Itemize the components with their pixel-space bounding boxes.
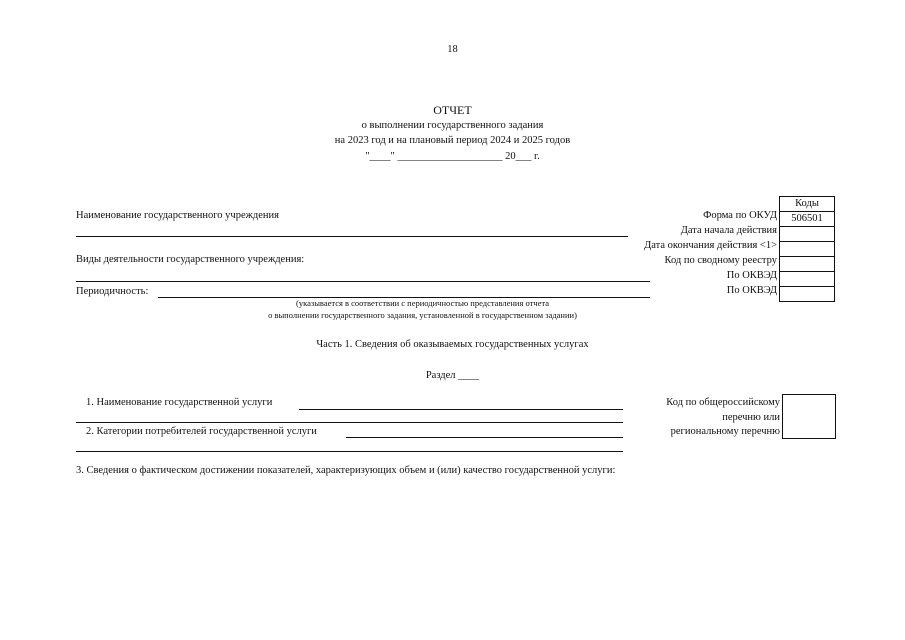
service-name-input-line-2[interactable] [76,422,623,423]
periodicity-note-2: о выполнении государственного задания, установленной в государственном задании) [268,310,577,320]
service-name-label: 1. Наименование государственной услуги [86,397,273,408]
end-date-label: Дата окончания действия <1> [644,240,777,251]
code-label-1: Код по общероссийскому [666,397,780,408]
codes-header: Коды [780,197,835,212]
report-subtitle-1: о выполнении государственного задания [361,120,544,131]
service-name-input-line[interactable] [299,409,623,410]
start-date-label: Дата начала действия [680,225,777,236]
okved-label-1: По ОКВЭД [726,270,777,281]
code-label-2: перечню или [722,412,780,423]
page-number: 18 [447,44,458,55]
indicators-heading: 3. Сведения о фактическом достижении показателей, характеризующих объем и (или) качество государственной услуги: [76,465,616,476]
service-code-box[interactable] [782,394,836,439]
institution-label: Наименование государственного учреждения [76,210,279,221]
okved-cell-1[interactable] [780,272,835,287]
okud-label: Форма по ОКУД [703,210,777,221]
report-date-line: "____" ____________________ 20___ г. [365,151,540,162]
report-subtitle-2: на 2023 год и на плановый период 2024 и 2025 годов [334,135,571,146]
periodicity-label: Периодичность: [76,286,149,297]
periodicity-note-1: (указывается в соответствии с периодичностью представления отчета [296,298,549,308]
part1-title: Часть 1. Сведения об оказываемых государственных услугах [316,339,589,350]
codes-table [779,196,835,302]
section-label: Раздел ____ [425,370,480,381]
consumer-categories-label: 2. Категории потребителей государственной услуги [86,426,317,437]
registry-code-cell[interactable] [780,257,835,272]
consumer-categories-input-line-2[interactable] [76,451,623,452]
activities-input-line[interactable] [76,281,650,282]
okud-code-cell[interactable]: 506501 [780,212,835,227]
activities-label: Виды деятельности государственного учреждения: [76,254,305,265]
code-label-3: региональному перечню [670,426,780,437]
okved-label-2: По ОКВЭД [726,285,777,296]
institution-input-line[interactable] [76,236,628,237]
consumer-categories-input-line[interactable] [346,437,623,438]
end-date-cell[interactable] [780,242,835,257]
report-title: ОТЧЕТ [433,103,472,117]
registry-code-label: Код по сводному реестру [664,255,777,266]
start-date-cell[interactable] [780,227,835,242]
